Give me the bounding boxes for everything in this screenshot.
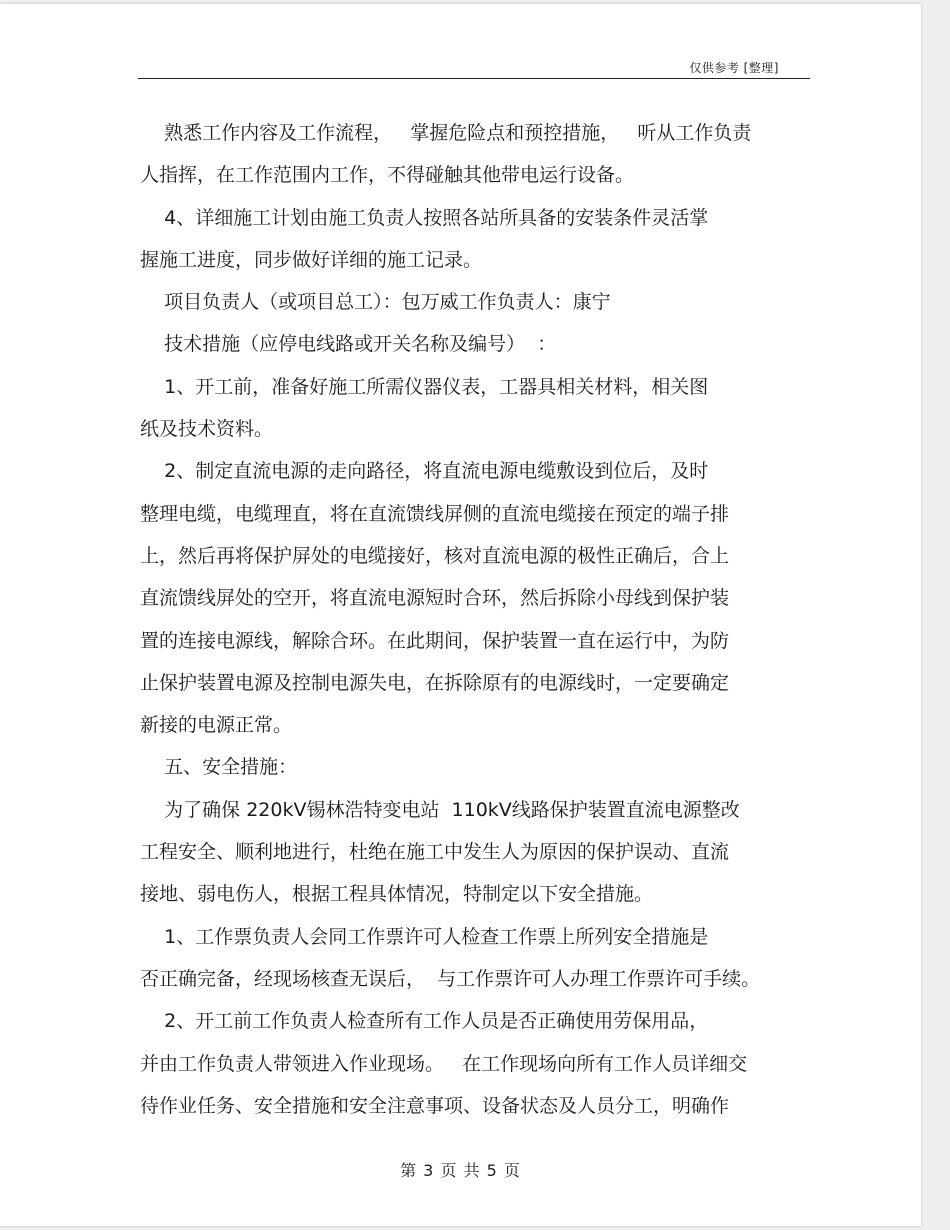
text-line: 熟悉工作内容及工作流程， 掌握危险点和预控措施， 听从工作负责	[140, 122, 752, 144]
text-line: 技术措施（应停电线路或开关名称及编号） ：	[140, 333, 557, 356]
text-line: 人指挥，在工作范围内工作，不得碰触其他带电运行设备。	[140, 164, 635, 187]
text-line: 2、开工前工作负责人检查所有工作人员是否正确使用劳保用品，	[140, 1010, 709, 1033]
text-line: 纸及技术资料。	[140, 418, 274, 441]
text-line: 上，然后再将保护屏处的电缆接好，核对直流电源的极性正确后，合上	[140, 544, 730, 567]
text-line: 项目负责人（或项目总工）：包万威工作负责人：康宁	[140, 291, 611, 314]
page-number: 第 3 页 共 5 页	[400, 1161, 521, 1180]
text-line: 待作业任务、安全措施和安全注意事项、设备状态及人员分工，明确作	[140, 1094, 730, 1117]
text-line: 新接的电源正常。	[140, 714, 293, 737]
text-line: 并由工作负责人带领进入作业现场。 在工作现场向所有工作人员详细交	[140, 1052, 748, 1075]
text-line: 4、详细施工计划由施工负责人按照各站所具备的安装条件灵活掌	[140, 206, 709, 229]
text-line: 置的连接电源线，解除合环。在此期间，保护装置一直在运行中，为防	[140, 629, 730, 652]
text-line: 工程安全、顺利地进行，杜绝在施工中发生人为原因的保护误动、直流	[140, 841, 730, 864]
text-line: 否正确完备，经现场核查无误后， 与工作票许可人办理工作票许可手续。	[140, 967, 761, 990]
text-line: 1、工作票负责人会同工作票许可人检查工作票上所列安全措施是	[140, 925, 709, 948]
text-line: 2、制定直流电源的走向路径，将直流电源电缆敷设到位后，及时	[140, 460, 709, 483]
text-line: 直流馈线屏处的空开，将直流电源短时合环，然后拆除小母线到保护装	[140, 587, 730, 610]
text-line: 接地、弱电伤人，根据工程具体情况，特制定以下安全措施。	[140, 883, 654, 906]
text-line: 整理电缆，电缆理直，将在直流馈线屏侧的直流电缆接在预定的端子排	[140, 502, 730, 525]
header-rule	[138, 78, 810, 79]
body-text	[140, 112, 820, 1127]
text-line: 握施工进度，同步做好详细的施工记录。	[140, 248, 483, 271]
text-line: 为了确保 220kV锡林浩特变电站 110kV线路保护装置直流电源整改	[140, 798, 740, 821]
text-line: 止保护装置电源及控制电源失电，在拆除原有的电源线时，一定要确定	[140, 671, 730, 694]
header-note: 仅供参考 [整理]	[689, 61, 779, 75]
text-line: 五、安全措施：	[140, 756, 298, 779]
document-page	[0, 4, 921, 1226]
text-line: 1、开工前，准备好施工所需仪器仪表，工器具相关材料，相关图	[140, 375, 709, 398]
